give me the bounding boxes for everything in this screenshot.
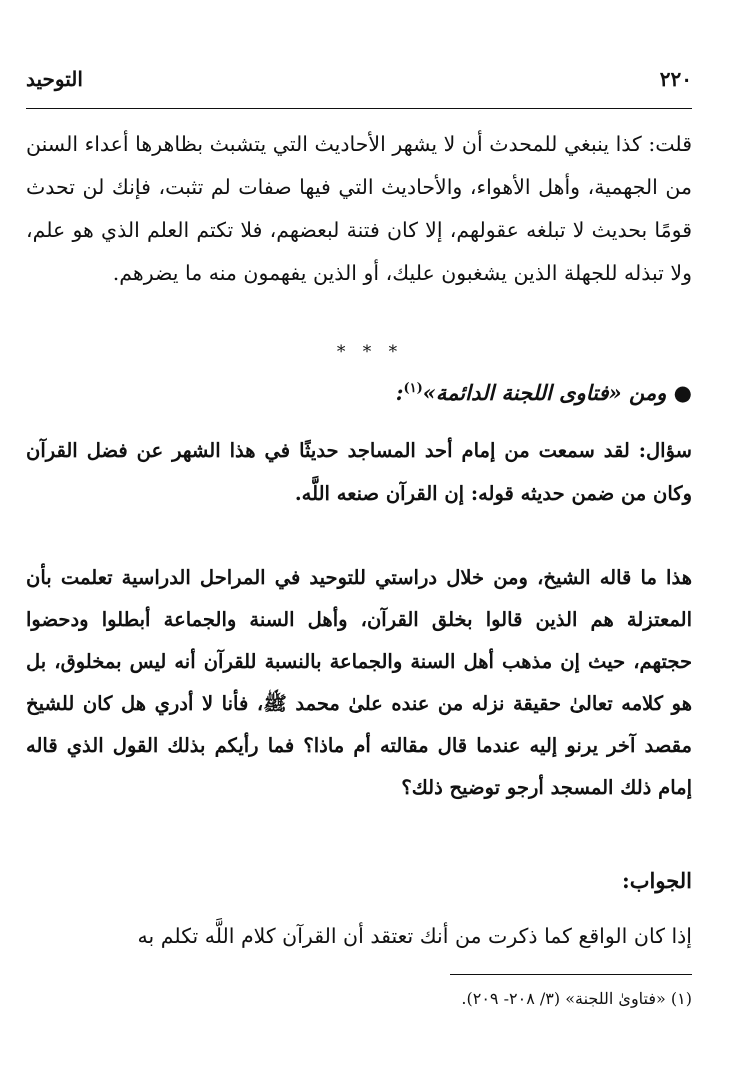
footnote-reference[interactable]: (١)	[403, 381, 423, 396]
bullet-icon: ●	[673, 380, 692, 405]
page-number: ٢٢٠	[659, 67, 692, 91]
section-separator: * * *	[336, 342, 404, 362]
header-divider	[26, 108, 692, 109]
section-heading	[396, 380, 692, 405]
question-paragraph-2: هذا ما قاله الشيخ، ومن خلال دراستي للتوحيد في المراحل الدراسية تعلمت بأن المعتزلة هم الذين قالوا بخلق القرآن، وأهل السنة والجماعة أبطلوا ودحضوا حجتهم، حيث إن مذهب أهل السنة والجماعة بالنسبة للقرآن أنه ليس بمخلوق، بل هو كلامه تعالىٰ حقيقة نزله من عنده علىٰ محمد ﷺ، فأنا لا أدري هل كان للشيخ مقصد آخر يرنو إليه عندما قال مقالته أم ماذا؟ فما رأيكم بذلك القول الذي قاله إمام ذلك المسجد أرجو توضيح ذلك؟	[26, 566, 692, 799]
running-title: التوحيد	[26, 67, 83, 91]
paragraph-commentary: قلت: كذا ينبغي للمحدث أن لا يشهر الأحاديث التي يتشبث بظاهرها أعداء السنن من الجهمية، وأهل الأهواء، والأحاديث التي فيها صفات لم تثبت، فإنك لن تحدث قومًا بحديث لا تبلغه عقولهم، إلا كان فتنة لبعضهم، فلا تكتم العلم الذي هو علم، ولا تبذله للجهلة الذين يشغبون عليك، أو الذين يفهمون منه ما يضرهم.	[26, 132, 692, 285]
question-paragraph-1: سؤال: لقد سمعت من إمام أحد المساجد حديثًا في هذا الشهر عن فضل القرآن وكان من ضمن حديثه قوله: إن القرآن صنعه اللَّه.	[26, 439, 692, 505]
footnote-divider	[450, 974, 692, 975]
footnote: (١) «فتاوىٰ اللجنة» (٣/ ٢٠٨- ٢٠٩).	[461, 989, 692, 1008]
answer-heading: الجواب:	[622, 868, 692, 893]
answer-paragraph: إذا كان الواقع كما ذكرت من أنك تعتقد أن القرآن كلام اللَّه تكلم به	[137, 924, 692, 948]
section-heading-colon: :	[395, 380, 404, 405]
section-heading-text: ومن «فتاوى اللجنة الدائمة»	[422, 380, 667, 405]
page-header	[26, 62, 692, 96]
